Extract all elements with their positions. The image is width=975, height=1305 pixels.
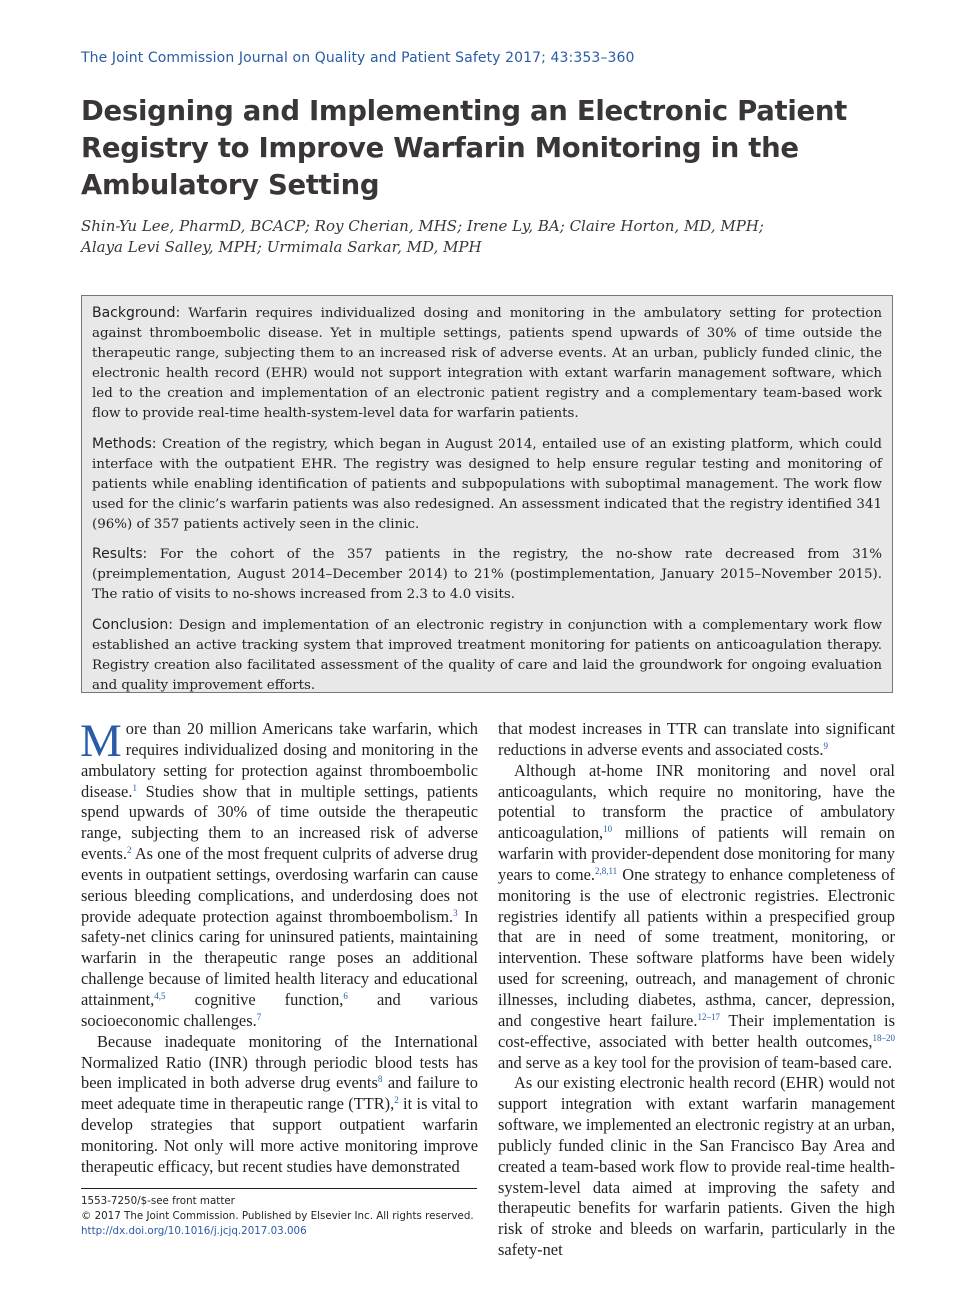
body-paragraph xyxy=(498,761,895,1074)
body-text: it is vital to develop strategies that support outpatient warfarin monitoring. Not only will more active monitoring improve therapeutic efficacy, but recent studies have demonstrated xyxy=(81,1094,479,1176)
body-text: As our existing electronic health record (EHR) would not support integration with extant warfarin management software, we implemented an electronic registry at an urban, publicly funded clinic in the San Francisco Bay Area and created a team-based work flow to provide real-time health-system-level data aimed at improving the safety and therapeutic benefits for warfarin patients. Given the high risk of stroke and bleeds on warfarin, particularly in the safety-net xyxy=(498,1073,895,1260)
title-line: Designing and Implementing an Electronic Patient xyxy=(81,95,848,127)
citation-ref[interactable]: 9 xyxy=(823,740,828,751)
title-line: Registry to Improve Warfarin Monitoring in the xyxy=(81,132,799,164)
body-text: and serve as a key tool for the provision of team-based care. xyxy=(498,1052,893,1072)
body-text: cognitive function, xyxy=(165,989,344,1009)
body-paragraph xyxy=(498,719,895,761)
abstract-background xyxy=(92,303,882,424)
methods-text: Creation of the registry, which began in August 2014, entailed use of an existing platform, which could interface with the outpatient EHR. The registry was designed to help ensure regular testing and monitoring of patients while enabling identification of patients and subpopulations with suboptimal management. The work flow used for the clinic’s warfarin patients was also redesigned. An assessment indicated that the registry identified 341 (96%) of 357 patients actively seen in the clinic. xyxy=(92,436,882,532)
doi-link[interactable]: http://dx.doi.org/10.1016/j.jcjq.2017.03.006 xyxy=(81,1225,307,1237)
copyright-line: © 2017 The Joint Commission. Published by Elsevier Inc. All rights reserved. xyxy=(81,1210,474,1222)
results-text: For the cohort of the 357 patients in the registry, the no-show rate decreased from 31% (preimplementation, August 2014–December 2014) to 21% (postimplementation, January 2015–November 2015). The ratio of visits to no-shows increased from 2.3 to 4.0 visits. xyxy=(92,547,882,602)
conclusion-text: Design and implementation of an electronic registry in conjunction with a complementary work flow established an active tracking system that improved treatment monitoring for patients on anticoagulation therapy. Registry creation also facilitated assessment of the quality of care and laid the groundwork for ongoing evaluation and quality improvement efforts. xyxy=(92,617,882,693)
body-text: As one of the most frequent culprits of adverse drug events in outpatient settings, overdosing warfarin can cause serious bleeding complications, and underdosing does not provide adequate protection against thromboembolism. xyxy=(81,844,478,926)
body-text: millions of patients will remain on warfarin with provider-dependent dose monitoring for many years to come. xyxy=(498,823,895,884)
citation-ref[interactable]: 7 xyxy=(256,1011,262,1022)
body-paragraph xyxy=(80,715,478,1032)
abstract-box xyxy=(81,295,893,693)
article-title xyxy=(81,93,881,204)
citation-ref[interactable]: 12–17 xyxy=(697,1011,720,1022)
body-text: that modest increases in TTR can translate into significant reductions in adverse events and associated costs. xyxy=(498,719,895,759)
body-column-left xyxy=(80,715,479,1178)
abstract-results xyxy=(92,544,882,605)
body-text: and various socioeconomic challenges. xyxy=(81,989,478,1030)
citation-ref[interactable]: 4,5 xyxy=(154,990,166,1001)
citation-ref[interactable]: 2 xyxy=(394,1095,399,1106)
body-text: ore than 20 million Americans take warfarin, which requires individualized dosing and monitoring in the ambulatory setting for protection against thromboembolic disease. xyxy=(81,719,478,801)
journal-header: The Joint Commission Journal on Quality and Patient Safety 2017; 43:353–360 xyxy=(81,50,635,66)
citation-ref[interactable]: 1 xyxy=(132,782,137,793)
footnote xyxy=(81,1194,474,1239)
body-text: and failure to meet adequate time in therapeutic range (TTR), xyxy=(81,1073,478,1114)
citation-ref[interactable]: 6 xyxy=(343,990,348,1001)
citation-ref[interactable]: 3 xyxy=(453,907,458,918)
drop-cap: M xyxy=(80,715,122,767)
body-text: Although at-home INR monitoring and novel oral anticoagulants, which require no monitoring, have the potential to transform the practice of ambulatory anticoagulation, xyxy=(498,760,895,843)
author-line: Alaya Levi Salley, MPH; Urmimala Sarkar, MD, MPH xyxy=(81,238,482,256)
body-text: Because inadequate monitoring of the International Normalized Ratio (INR) through periodic blood tests has been implicated in both adverse drug events xyxy=(81,1031,478,1093)
conclusion-label: Conclusion: xyxy=(92,616,174,633)
citation-ref[interactable]: 2 xyxy=(126,845,132,856)
body-column-right xyxy=(498,719,895,1261)
background-text: Warfarin requires individualized dosing and monitoring in the ambulatory setting for protection against thromboembolic disease. Yet in multiple settings, patients spend upwards of 30% of time outside the therapeutic range, subjecting them to an increased risk of adverse events. At an urban, publicly funded clinic, the electronic health record (EHR) would not support integration with extant warfarin management software, which led to the creation and implementation of an electronic patient registry and a complementary team-based work flow to provide real-time health-system-level data for warfarin patients. xyxy=(92,306,882,421)
results-label: Results: xyxy=(92,546,148,562)
author-line: Shin-Yu Lee, PharmD, BCACP; Roy Cherian, MHS; Irene Ly, BA; Claire Horton, MD, MPH; xyxy=(81,217,764,235)
author-list xyxy=(81,216,901,258)
methods-label: Methods: xyxy=(92,435,157,452)
citation-ref[interactable]: 8 xyxy=(377,1074,383,1085)
body-paragraph xyxy=(81,1032,478,1178)
body-text: In safety-net clinics caring for uninsured patients, maintaining warfarin in the therapeutic range poses an additional challenge because of limited health literacy and educational attainment, xyxy=(81,906,478,1009)
abstract-methods xyxy=(92,434,882,535)
citation-ref[interactable]: 18–20 xyxy=(872,1032,895,1043)
background-label: Background: xyxy=(92,305,181,321)
abstract-conclusion xyxy=(92,615,882,696)
footnote-divider xyxy=(81,1188,477,1189)
body-text: Studies show that in multiple settings, patients spend upwards of 30% of time outside the therapeutic range, subjecting them to an increased risk of adverse events. xyxy=(81,781,478,864)
body-paragraph xyxy=(498,1073,895,1261)
issn-line: 1553-7250/$-see front matter xyxy=(81,1195,235,1207)
citation-ref[interactable]: 2,8,11 xyxy=(595,865,618,876)
body-text: Their implementation is cost-effective, associated with better health outcomes, xyxy=(498,1010,895,1051)
body-text: One strategy to enhance completeness of monitoring is the use of electronic registries. Electronic registries identify all patients within a prespecified group that are in need of some treatment, monitoring, or intervention. These software platforms have been widely used for screening, outreach, and management of chronic illnesses, including diabetes, asthma, cancer, depression, and congestive heart failure. xyxy=(498,864,896,1030)
citation-ref[interactable]: 10 xyxy=(603,824,613,835)
title-line: Ambulatory Setting xyxy=(81,169,380,201)
